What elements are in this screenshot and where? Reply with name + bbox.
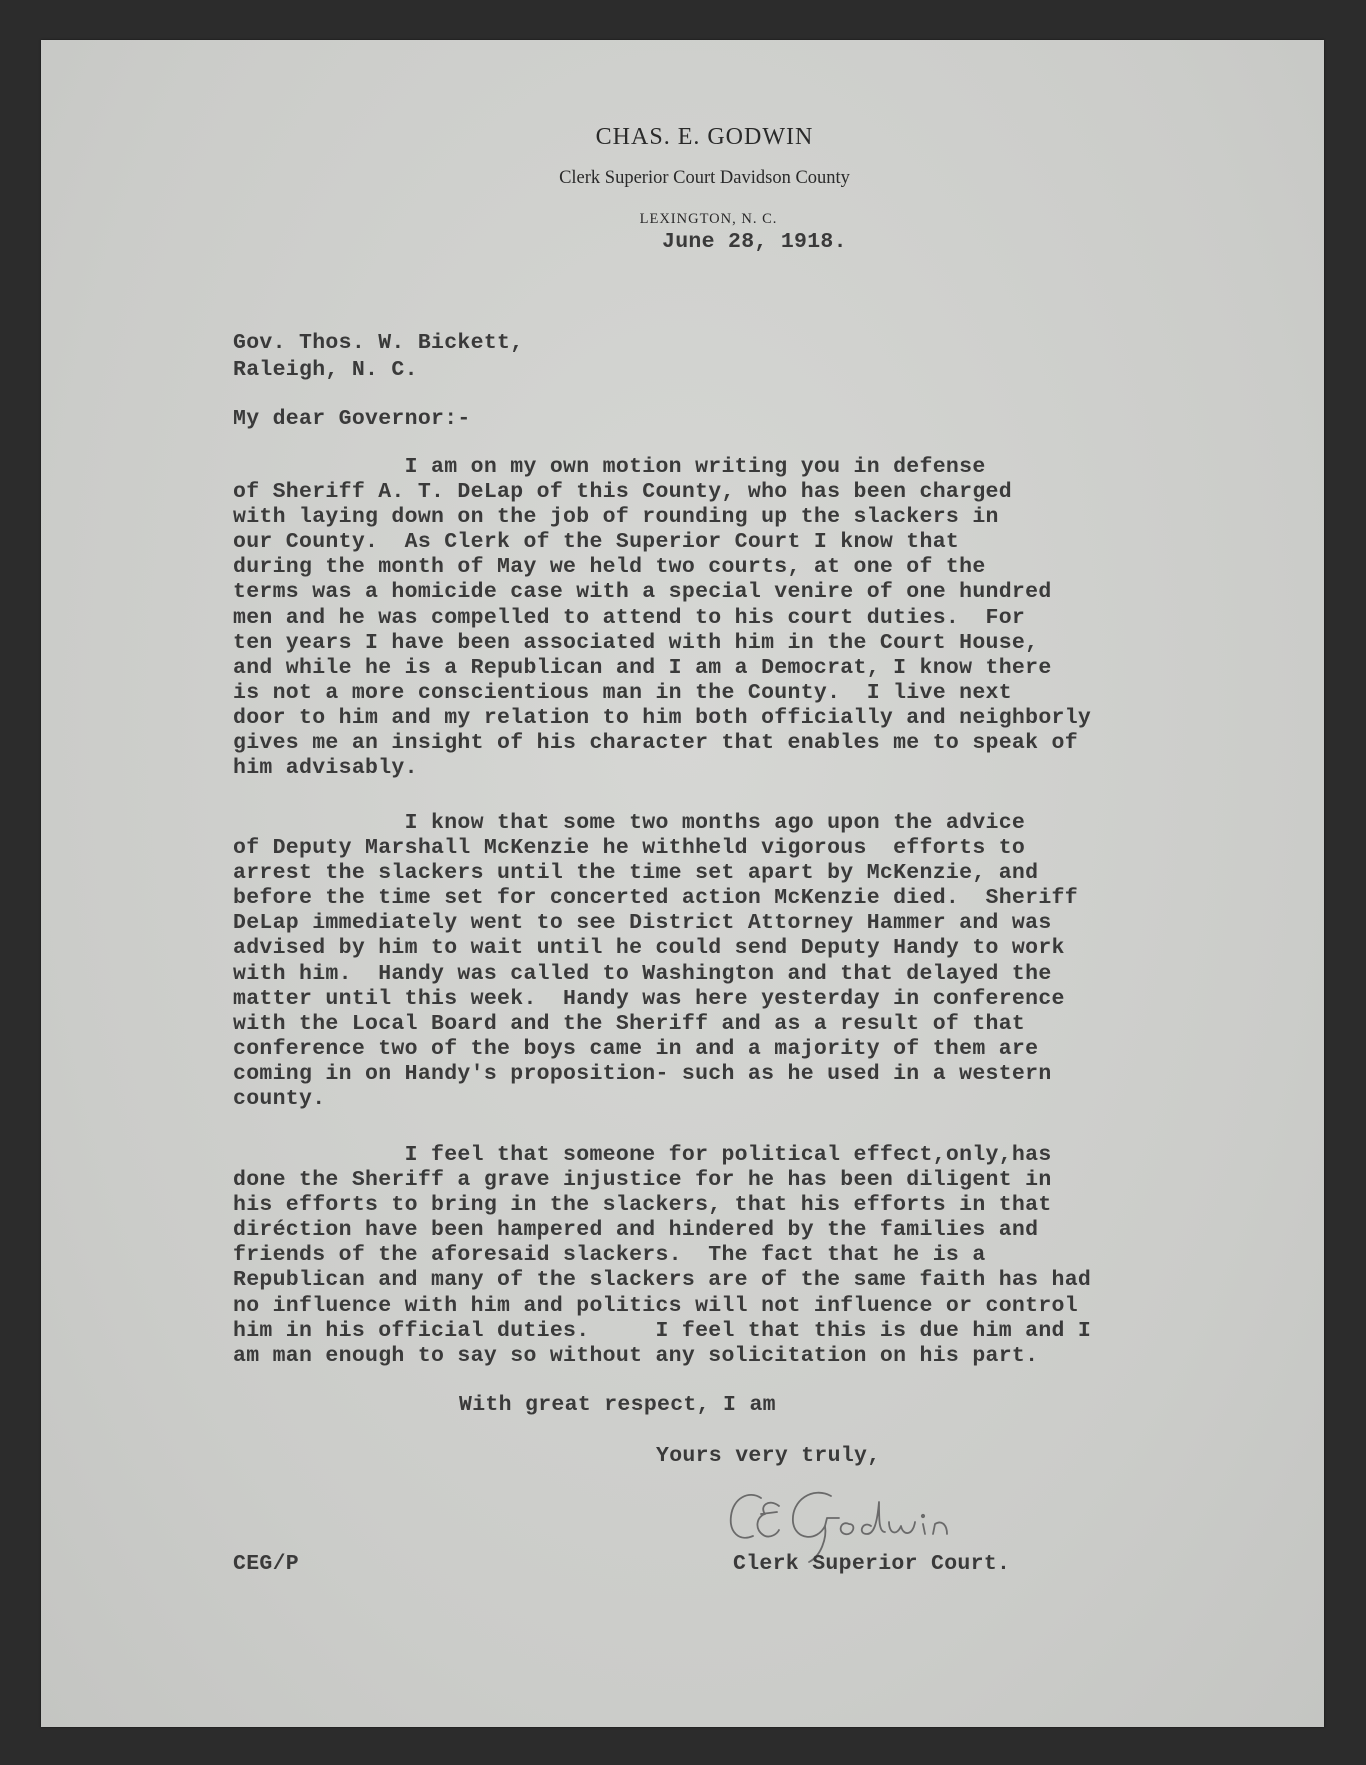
letter-date: June 28, 1918. bbox=[662, 230, 847, 254]
paragraph-line: with the Local Board and the Sheriff and as a result of that bbox=[233, 1011, 1026, 1036]
paragraph-line: him advisably. bbox=[233, 756, 418, 781]
paragraph-line: gives me an insight of his character that enables me to speak of bbox=[233, 731, 1078, 756]
paragraph-line: no influence with him and politics will not influence or control bbox=[233, 1293, 1078, 1318]
recipient-name: Gov. Thos. W. Bickett, bbox=[233, 331, 524, 355]
paragraph-line: with him. Handy was called to Washington and that delayed the bbox=[233, 961, 1052, 986]
paragraph-line: before the time set for concerted action McKenzie died. Sheriff bbox=[233, 886, 1078, 911]
regards-line: With great respect, I am bbox=[459, 1393, 776, 1417]
letterhead-location: LEXINGTON, N. C. bbox=[639, 211, 778, 227]
paragraph-line: DeLap immediately went to see District Attorney Hammer and was bbox=[233, 911, 1052, 936]
paragraph-line: of Sheriff A. T. DeLap of this County, who has been charged bbox=[233, 480, 1012, 505]
paragraph-line: door to him and my relation to him both officially and neighborly bbox=[233, 705, 1092, 730]
paragraph-line: friends of the aforesaid slackers. The fact that he is a bbox=[233, 1243, 986, 1268]
paragraph-line: ten years I have been associated with him in the Court House, bbox=[233, 630, 1039, 655]
paragraph-line: coming in on Handy's proposition- such as he used in a western bbox=[233, 1061, 1052, 1086]
recipient-city: Raleigh, N. C. bbox=[233, 358, 418, 382]
closing-line: Yours very truly, bbox=[656, 1444, 881, 1468]
paragraph-line: matter until this week. Handy was here yesterday in conference bbox=[233, 986, 1065, 1011]
paragraph-line: terms was a homicide case with a special venire of one hundred bbox=[233, 580, 1052, 605]
paragraph-line: men and he was compelled to attend to his court duties. For bbox=[233, 605, 1026, 630]
paragraph-line: with laying down on the job of rounding up the slackers in bbox=[233, 505, 999, 530]
signer-title: Clerk Superior Court. bbox=[733, 1552, 1011, 1576]
paragraph-line: I am on my own motion writing you in defense bbox=[233, 455, 986, 479]
letter-page bbox=[41, 40, 1324, 1727]
body-paragraph-2 bbox=[233, 811, 1078, 1112]
body-paragraph-1 bbox=[233, 455, 1091, 781]
paragraph-line: advised by him to wait until he could send Deputy Handy to work bbox=[233, 936, 1065, 961]
paragraph-line: county. bbox=[233, 1087, 326, 1112]
paragraph-line: diréction have been hampered and hindered by the families and bbox=[233, 1218, 1039, 1243]
paragraph-line: I know that some two months ago upon the advice bbox=[233, 811, 1026, 835]
letterhead-name: CHAS. E. GODWIN bbox=[595, 124, 814, 150]
paragraph-line: done the Sheriff a grave injustice for he has been diligent in bbox=[233, 1168, 1052, 1193]
paragraph-line: during the month of May we held two courts, at one of the bbox=[233, 555, 986, 580]
paragraph-line: arrest the slackers until the time set apart by McKenzie, and bbox=[233, 861, 1039, 886]
paragraph-line: am man enough to say so without any solicitation on his part. bbox=[233, 1343, 1039, 1368]
body-paragraph-3 bbox=[233, 1143, 1091, 1369]
letterhead-office: Clerk Superior Court Davidson County bbox=[559, 168, 850, 188]
paragraph-line: and while he is a Republican and I am a Democrat, I know there bbox=[233, 655, 1052, 680]
paragraph-line: conference two of the boys came in and a majority of them are bbox=[233, 1036, 1039, 1061]
salutation: My dear Governor:- bbox=[233, 407, 471, 431]
paragraph-line: I feel that someone for political effect,only,has bbox=[233, 1143, 1052, 1167]
paragraph-line: is not a more conscientious man in the County. I live next bbox=[233, 680, 1012, 705]
paragraph-line: our County. As Clerk of the Superior Court I know that bbox=[233, 530, 960, 555]
typist-initials: CEG/P bbox=[233, 1552, 300, 1576]
paragraph-line: his efforts to bring in the slackers, that his efforts in that bbox=[233, 1193, 1052, 1218]
paragraph-line: Republican and many of the slackers are of the same faith has had bbox=[233, 1268, 1092, 1293]
paragraph-line: of Deputy Marshall McKenzie he withheld vigorous efforts to bbox=[233, 836, 1026, 861]
paragraph-line: him in his official duties. I feel that this is due him and I bbox=[233, 1318, 1092, 1343]
